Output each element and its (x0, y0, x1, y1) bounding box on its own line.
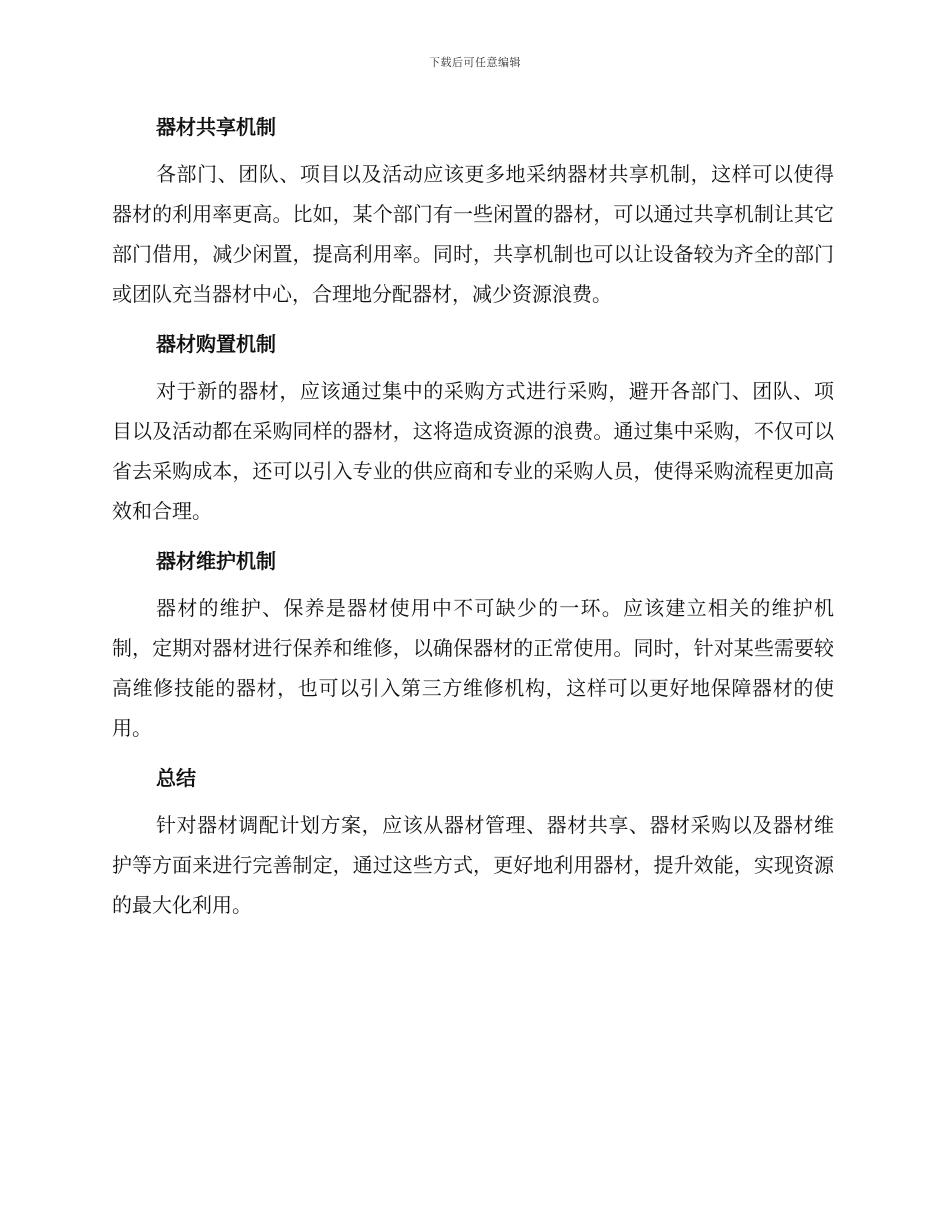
section-maintenance (112, 542, 834, 748)
document-body (112, 108, 834, 936)
section-heading: 器材购置机制 (156, 332, 276, 356)
section-sharing (112, 108, 834, 314)
section-paragraph: 各部门、团队、项目以及活动应该更多地采纳器材共享机制，这样可以使得器材的利用率更高。比如，某个部门有一些闲置的器材，可以通过共享机制让其它部门借用，减少闲置，提高利用率。同时，共享机制也可以让设备较为齐全的部门或团队充当器材中心，合理地分配器材，减少资源浪费。 (112, 162, 834, 306)
section-heading: 总结 (156, 766, 196, 790)
section-heading: 器材维护机制 (156, 549, 276, 573)
section-paragraph: 对于新的器材，应该通过集中的采购方式进行采购，避开各部门、团队、项目以及活动都在采购同样的器材，这将造成资源的浪费。通过集中采购，不仅可以省去采购成本，还可以引入专业的供应商和专业的采购人员，使得采购流程更加高效和合理。 (112, 379, 834, 523)
section-paragraph: 针对器材调配计划方案，应该从器材管理、器材共享、器材采购以及器材维护等方面来进行完善制定，通过这些方式，更好地利用器材，提升效能，实现资源的最大化利用。 (112, 813, 834, 917)
section-paragraph: 器材的维护、保养是器材使用中不可缺少的一环。应该建立相关的维护机制，定期对器材进行保养和维修，以确保器材的正常使用。同时，针对某些需要较高维修技能的器材，也可以引入第三方维修机构，这样可以更好地保障器材的使用。 (112, 596, 834, 740)
page-header-note: 下载后可任意编辑 (429, 56, 521, 69)
section-heading: 器材共享机制 (156, 115, 276, 139)
section-purchasing (112, 325, 834, 531)
section-summary (112, 759, 834, 925)
